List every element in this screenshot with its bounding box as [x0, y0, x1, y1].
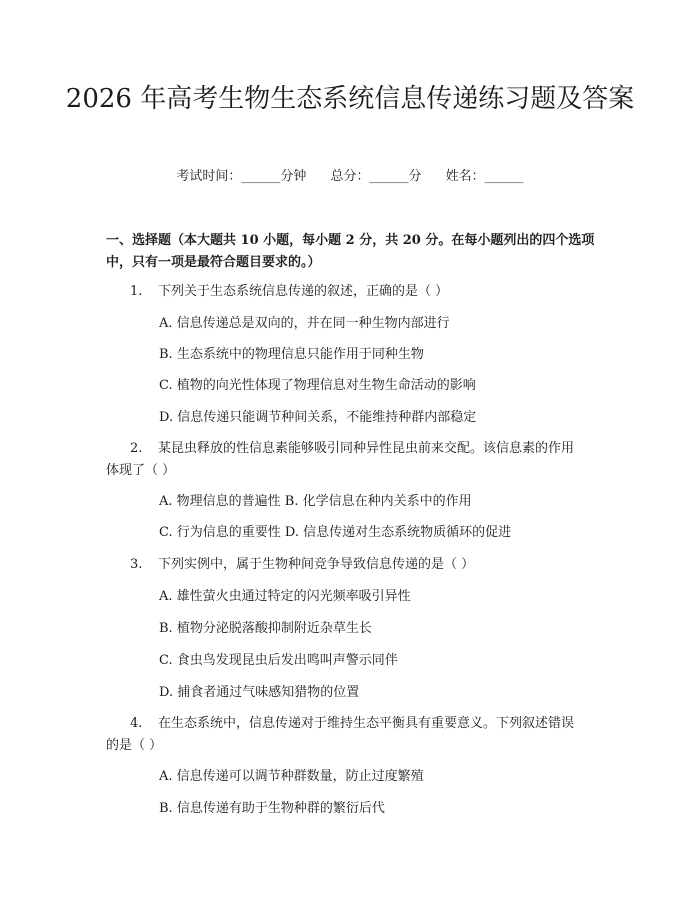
- question-1-option-c: C. 植物的向光性体现了物理信息对生物生命活动的影响: [159, 378, 476, 393]
- student-name-label: 姓名：: [445, 169, 485, 184]
- question-3-option-d: D. 捕食者通过气味感知猎物的位置: [159, 685, 360, 700]
- exam-time-blank: ______: [241, 169, 281, 184]
- question-text: 在生态系统中，信息传递对于维持生态平衡具有重要意义。下列叙述错误: [158, 716, 575, 731]
- question-4-stem-continued: 的是（ ）: [106, 738, 163, 753]
- question-3-option-c: C. 食虫鸟发现昆虫后发出鸣叫声警示同伴: [159, 653, 398, 668]
- total-score-unit: 分: [408, 169, 422, 184]
- question-2-stem-continued: 体现了（ ）: [106, 463, 176, 478]
- question-text: 下列实例中，属于生物种间竞争导致信息传递的是（ ）: [158, 557, 475, 572]
- total-score-blank: ______: [369, 169, 409, 184]
- question-text: 下列关于生态系统信息传递的叙述，正确的是（ ）: [158, 284, 449, 299]
- question-3-option-b: B. 植物分泌脱落酸抑制附近杂草生长: [159, 621, 372, 636]
- student-name-field: [446, 169, 524, 184]
- question-number: 2.: [130, 441, 143, 456]
- question-3-stem: [130, 556, 474, 574]
- exam-time-label: 考试时间：: [176, 169, 242, 184]
- student-name-blank: ______: [484, 169, 524, 184]
- question-4-option-a: A. 信息传递可以调节种群数量，防止过度繁殖: [159, 769, 424, 784]
- question-4-stem: [130, 715, 574, 733]
- question-1-option-b: B. 生态系统中的物理信息只能作用于同种生物: [159, 347, 424, 362]
- section-heading: 一、选择题（本大题共 10 小题，每小题 2 分，共 20 分。在每小题列出的四个选项中，只有一项是最符合题目要求的。）: [106, 233, 595, 270]
- question-4-option-b: B. 信息传递有助于生物种群的繁衍后代: [159, 801, 385, 816]
- question-text: 某昆虫释放的性信息素能够吸引同种异性昆虫前来交配。该信息素的作用: [158, 441, 575, 456]
- document-title: 2026 年高考生物生态系统信息传递练习题及答案: [65, 84, 635, 114]
- question-number: 1.: [130, 284, 143, 299]
- exam-time-unit: 分钟: [280, 169, 307, 184]
- question-3-option-a: A. 雄性萤火虫通过特定的闪光频率吸引异性: [159, 589, 411, 604]
- exam-time-field: [176, 169, 306, 184]
- question-2-options-ab: A. 物理信息的普遍性 B. 化学信息在种内关系中的作用: [159, 494, 472, 509]
- question-2-options-cd: C. 行为信息的重要性 D. 信息传递对生态系统物质循环的促进: [159, 525, 512, 540]
- question-1-option-d: D. 信息传递只能调节种间关系，不能维持种群内部稳定: [159, 410, 477, 425]
- question-number: 3.: [130, 557, 143, 572]
- total-score-label: 总分：: [330, 169, 370, 184]
- total-score-field: [330, 169, 421, 184]
- exam-info-line: [0, 168, 700, 186]
- question-2-stem: [130, 440, 574, 458]
- question-1-stem: [130, 283, 448, 301]
- question-number: 4.: [130, 716, 143, 731]
- question-1-option-a: A. 信息传递总是双向的，并在同一种生物内部进行: [159, 316, 450, 331]
